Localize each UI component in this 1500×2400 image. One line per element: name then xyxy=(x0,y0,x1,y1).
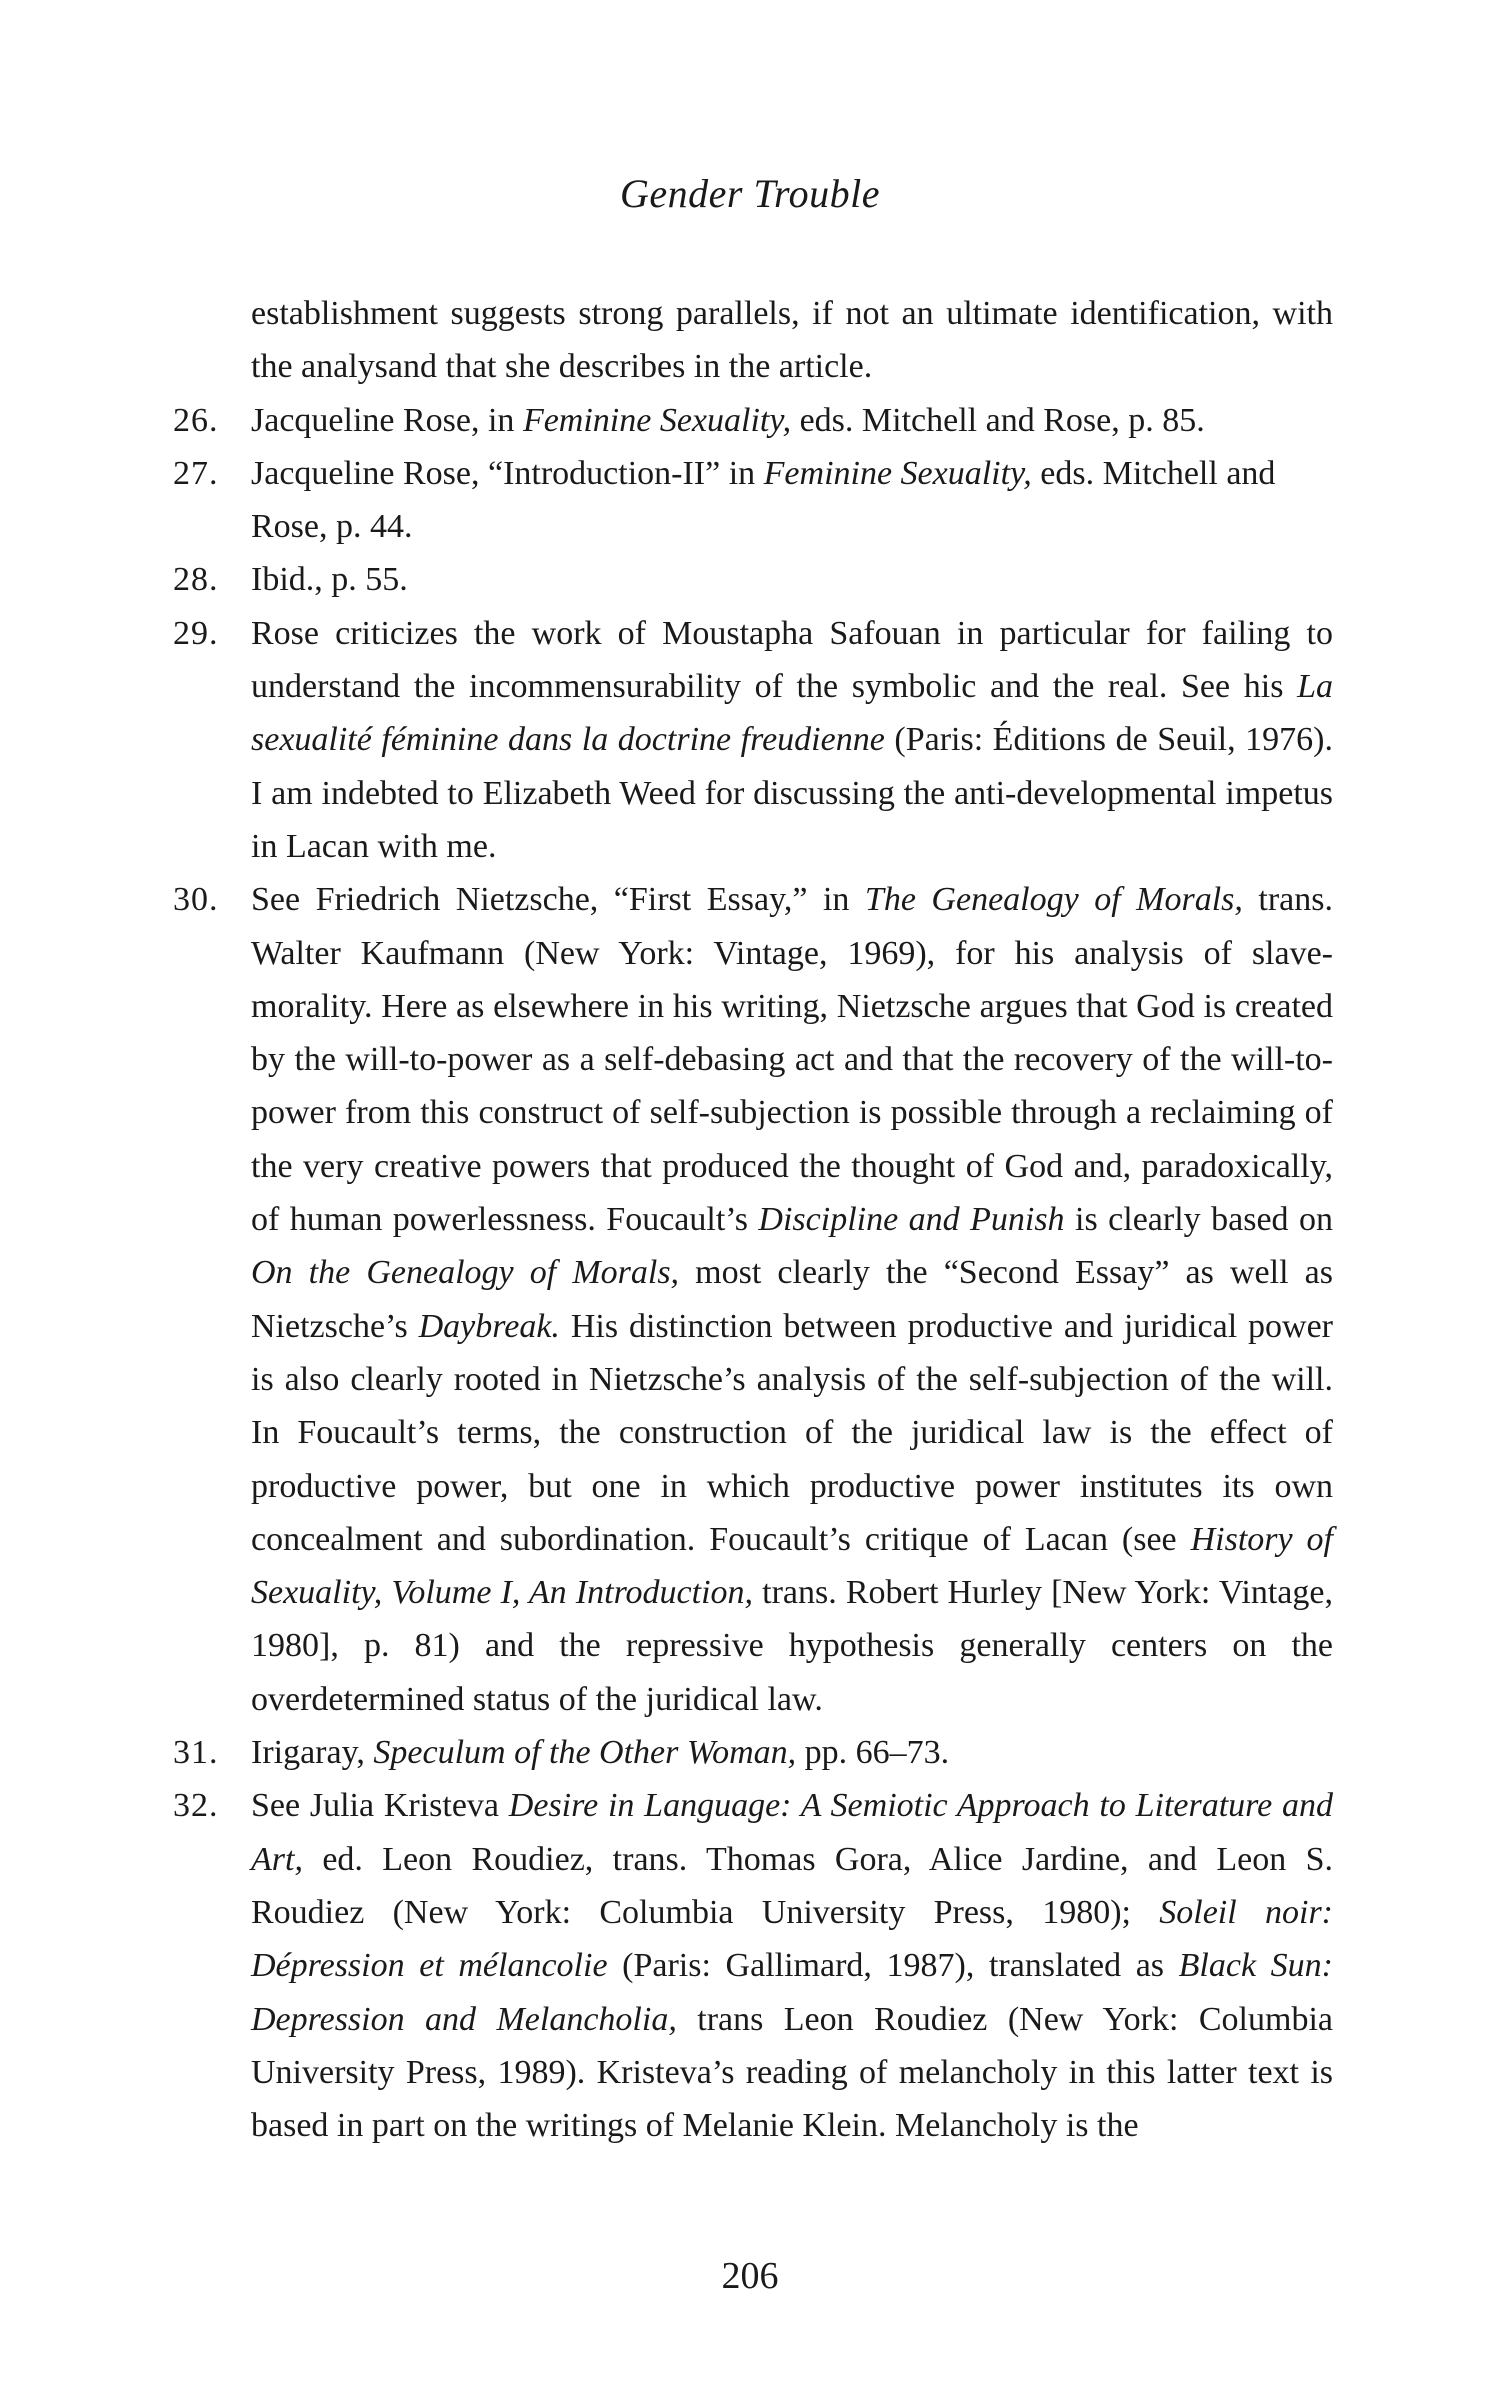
endnote-text: See Julia Kristeva xyxy=(251,1787,509,1825)
endnote-text: Irigaray, xyxy=(251,1734,374,1772)
endnote-text: trans Leon Roudiez (New York: Columbia University Press, 1989). Kristeva’s reading of melancholy in this latter text is based in part on the writings of Melanie Klein. Melancholy is the xyxy=(251,2000,1333,2145)
endnote-number: 31. xyxy=(173,1734,219,1772)
endnote-text: establishment suggests strong parallels, if not an ultimate identification, with the analysand that she describes in the article. xyxy=(251,295,1333,386)
endnote-text: See Friedrich Nietzsche, “First Essay,” in xyxy=(251,881,865,919)
endnote-text: His distinction between productive and juridical power is also clearly rooted in Nietzsche’s analysis of the self-subjection of the will. In Foucault’s terms, the construction of the juridical law is the effect of productive power, but one in which productive power institutes its own concealment and subordination. Foucault’s critique of Lacan (see xyxy=(251,1307,1333,1558)
endnote-number: 26. xyxy=(173,401,219,439)
endnote-text: eds. Mitchell and Rose, p. 44. xyxy=(251,454,1276,546)
endnote-number: 29. xyxy=(173,614,219,652)
page-number: 206 xyxy=(721,2255,779,2297)
running-head-title: Gender Trouble xyxy=(620,171,880,216)
italic-title: Speculum of the Other Woman, xyxy=(373,1734,797,1772)
italic-title: La sexualité féminine dans la doctrine freudienne xyxy=(251,668,1333,759)
italic-title: Feminine Sexuality, xyxy=(763,454,1032,492)
endnote-text: pp. 66–73. xyxy=(796,1734,950,1772)
endnote-text: trans. Robert Hurley [New York: Vintage, 1980], p. 81) and the repressive hypothesis generally centers on the overdetermined status of the juridical law. xyxy=(251,1574,1333,1718)
endnote xyxy=(173,1779,1333,2152)
italic-title: Daybreak. xyxy=(418,1307,560,1345)
endnote xyxy=(173,607,1333,873)
endnote-text: eds. Mitchell and Rose, p. 85. xyxy=(791,401,1205,439)
endnote-text: Rose criticizes the work of Moustapha Safouan in particular for failing to understand the incommensurability of the symbolic and the real. See his xyxy=(251,614,1333,706)
endnote-number: 30. xyxy=(173,881,219,919)
endnote-text: Ibid., p. 55. xyxy=(251,561,408,599)
italic-title: The Genealogy of Morals, xyxy=(864,881,1243,919)
endnote-number: 27. xyxy=(173,454,219,492)
italic-title: History of Sexuality, Volume I, An Introduction, xyxy=(251,1520,1333,1612)
endnote-number: 28. xyxy=(173,561,219,599)
italic-title: Soleil noir: Dépression et mélancolie xyxy=(251,1893,1333,1985)
endnote xyxy=(173,394,1333,447)
endnote-text: ed. Leon Roudiez, trans. Thomas Gora, Alice Jardine, and Leon S. Roudiez (New York: Columbia University Press, 1980); xyxy=(251,1840,1333,1931)
endnotes-list xyxy=(173,287,1333,2152)
endnote-text: (Paris: Gallimard, 1987), translated as xyxy=(607,1947,1179,1985)
endnote-text: is clearly based on xyxy=(1064,1201,1334,1239)
endnote xyxy=(173,447,1333,554)
endnote xyxy=(173,553,1333,606)
endnote xyxy=(173,873,1333,1726)
italic-title: Desire in Language: A Semiotic Approach to Literature and Art, xyxy=(251,1787,1333,1878)
endnote-text: (Paris: Éditions de Seuil, 1976). I am indebted to Elizabeth Weed for discussing the anti-developmental impetus in Lacan with me. xyxy=(251,721,1333,865)
italic-title: On the Genealogy of Morals, xyxy=(251,1254,680,1292)
italic-title: Discipline and Punish xyxy=(758,1201,1065,1239)
endnote-text: trans. Walter Kaufmann (New York: Vintage, 1969), for his analysis of slave-morality. Here as elsewhere in his writing, Nietzsche argues that God is created by the will-to-power as a self-debasing act and that the recovery of the will-to-power from this construct of self-subjection is possible through a reclaiming of the very creative powers that produced the thought of God and, paradoxically, of human powerlessness. Foucault’s xyxy=(251,881,1334,1239)
endnote-text: Jacqueline Rose, “Introduction-II” in xyxy=(251,454,764,492)
endnote-text: most clearly the “Second Essay” as well as Nietzsche’s xyxy=(251,1254,1333,1345)
endnote-continuation xyxy=(173,287,1333,394)
endnote xyxy=(173,1726,1333,1779)
italic-title: Black Sun: Depression and Melancholia, xyxy=(251,1947,1333,2038)
endnote-text: Jacqueline Rose, in xyxy=(251,401,523,439)
italic-title: Feminine Sexuality, xyxy=(522,401,792,439)
endnote-number: 32. xyxy=(173,1787,219,1825)
